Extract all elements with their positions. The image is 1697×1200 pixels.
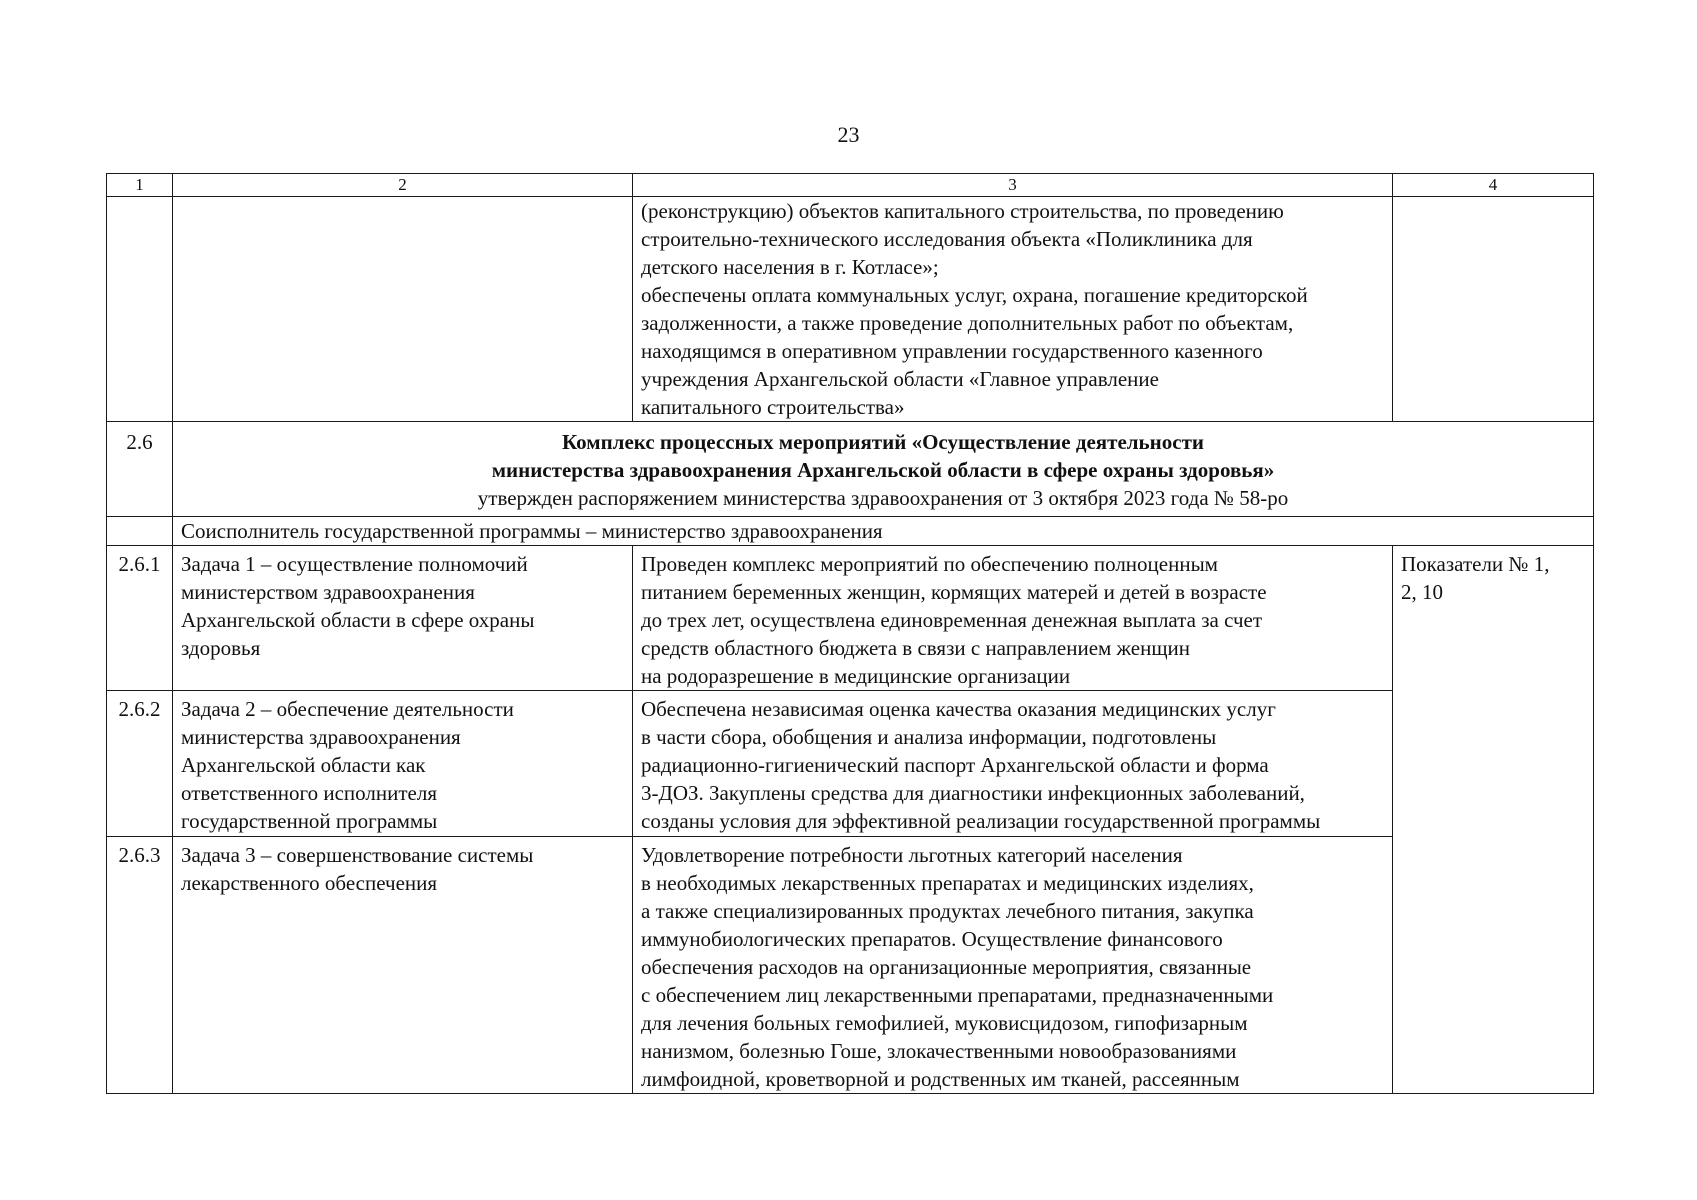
continuation-cell-1: [107, 197, 173, 422]
task-number: 2.6.1: [107, 546, 173, 691]
text-line: государственной программы: [181, 809, 438, 833]
text-line: 2, 10: [1401, 580, 1443, 604]
text-line: Задача 3 – совершенствование системы: [181, 843, 534, 867]
text-line: задолженности, а также проведение дополнительных работ по объектам,: [641, 311, 1294, 335]
section-title-line: министерства здравоохранения Архангельской области в сфере охраны здоровья»: [491, 458, 1275, 482]
text-line: Проведен комплекс мероприятий по обеспечению полноценным: [641, 552, 1218, 576]
indicators-cell: [1393, 546, 1594, 1094]
task-description: [173, 546, 633, 691]
text-line: Обеспечена независимая оценка качества оказания медицинских услуг: [641, 697, 1276, 721]
task-description: [173, 837, 633, 1094]
text-line: Удовлетворение потребности льготных категорий населения: [641, 843, 1183, 867]
coexecutor-text: Соисполнитель государственной программы – министерство здравоохранения: [173, 517, 1594, 546]
column-number-2: 2: [173, 174, 633, 197]
text-line: обеспечены оплата коммунальных услуг, охрана, погашение кредиторской: [641, 283, 1308, 307]
task-number: 2.6.2: [107, 691, 173, 837]
text-line: с обеспечением лиц лекарственными препаратами, предназначенными: [641, 983, 1274, 1007]
program-table: [106, 173, 1594, 1094]
section-title: [173, 422, 1594, 517]
coexecutor-row: [107, 517, 1594, 546]
text-line: радиационно-гигиенический паспорт Архангельской области и форма: [641, 753, 1269, 777]
text-line: 3-ДОЗ. Закуплены средства для диагностики инфекционных заболеваний,: [641, 781, 1305, 805]
text-line: нанизмом, болезнью Гоше, злокачественными новообразованиями: [641, 1039, 1237, 1063]
column-number-3: 3: [633, 174, 1393, 197]
text-line: министерства здравоохранения: [181, 725, 461, 749]
text-line: Задача 1 – осуществление полномочий: [181, 552, 528, 576]
continuation-cell-4: [1393, 197, 1594, 422]
text-line: Задача 2 – обеспечение деятельности: [181, 697, 514, 721]
text-line: строительно-технического исследования объекта «Поликлиника для: [641, 227, 1253, 251]
text-line: питанием беременных женщин, кормящих матерей и детей в возрасте: [641, 580, 1267, 604]
text-line: министерством здравоохранения: [181, 580, 475, 604]
text-line: до трех лет, осуществлена единовременная денежная выплата за счет: [641, 608, 1263, 632]
continuation-row: [107, 197, 1594, 422]
task-row-2-6-3: [107, 837, 1594, 1094]
text-line: лимфоидной, кроветворной и родственных им тканей, рассеянным: [641, 1067, 1240, 1091]
section-title-line: Комплекс процессных мероприятий «Осуществление деятельности: [561, 430, 1204, 454]
column-number-1: 1: [107, 174, 173, 197]
text-line: Архангельской области как: [181, 753, 426, 777]
text-line: лекарственного обеспечения: [181, 871, 438, 895]
column-number-row: [107, 174, 1594, 197]
task-result: [633, 691, 1393, 837]
text-line: здоровья: [181, 636, 261, 660]
text-line: созданы условия для эффективной реализации государственной программы: [641, 809, 1321, 833]
text-line: капитального строительства»: [641, 395, 905, 419]
text-line: для лечения больных гемофилией, муковисцидозом, гипофизарным: [641, 1011, 1248, 1035]
task-result: [633, 546, 1393, 691]
task-row-2-6-1: [107, 546, 1594, 691]
continuation-text: [633, 197, 1393, 422]
text-line: Показатели № 1,: [1401, 552, 1550, 576]
page-number: 23: [837, 122, 860, 147]
text-line: в части сбора, обобщения и анализа информации, подготовлены: [641, 725, 1217, 749]
section-subtitle: утвержден распоряжением министерства здравоохранения от 3 октября 2023 года № 58-ро: [477, 486, 1289, 510]
task-row-2-6-2: [107, 691, 1594, 837]
continuation-cell-2: [173, 197, 633, 422]
section-number: 2.6: [107, 422, 173, 517]
text-line: Архангельской области в сфере охраны: [181, 608, 535, 632]
text-line: а также специализированных продуктах лечебного питания, закупка: [641, 899, 1254, 923]
text-line: на родоразрешение в медицинские организации: [641, 664, 1071, 688]
task-result: [633, 837, 1393, 1094]
section-row: [107, 422, 1594, 517]
text-line: учреждения Архангельской области «Главное управление: [641, 367, 1159, 391]
task-number: 2.6.3: [107, 837, 173, 1094]
text-line: ответственного исполнителя: [181, 781, 437, 805]
text-line: иммунобиологических препаратов. Осуществление финансового: [641, 927, 1223, 951]
text-line: средств областного бюджета в связи с направлением женщин: [641, 636, 1190, 660]
coexecutor-number-cell: [107, 517, 173, 546]
text-line: детского населения в г. Котласе»;: [641, 255, 939, 279]
text-line: обеспечения расходов на организационные мероприятия, связанные: [641, 955, 1252, 979]
text-line: (реконструкцию) объектов капитального строительства, по проведению: [641, 199, 1284, 223]
task-description: [173, 691, 633, 837]
text-line: находящимся в оперативном управлении государственного казенного: [641, 339, 1263, 363]
column-number-4: 4: [1393, 174, 1594, 197]
text-line: в необходимых лекарственных препаратах и медицинских изделиях,: [641, 871, 1254, 895]
